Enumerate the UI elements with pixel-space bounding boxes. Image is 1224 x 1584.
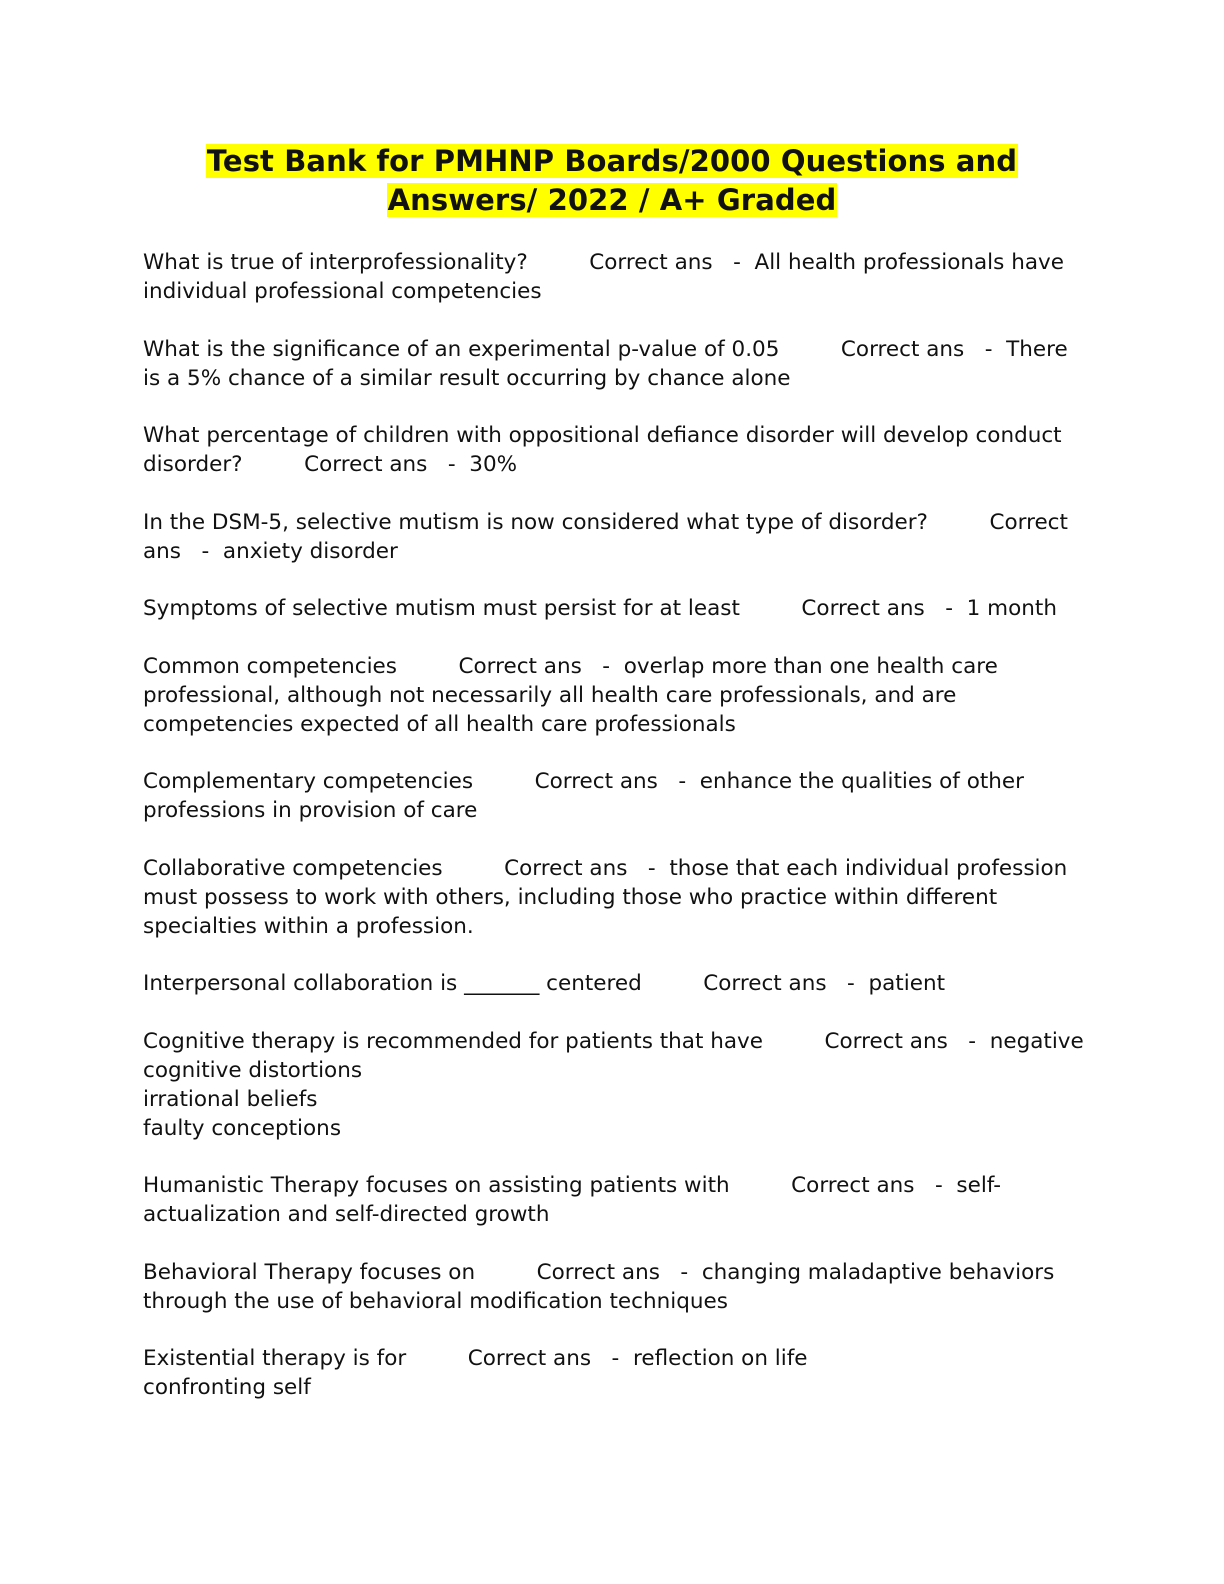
title-line-2-text: Answers/ 2022 / A+ Graded [387, 183, 837, 217]
qa-line: professions in provision of care [143, 798, 478, 823]
title-line-2 [0, 181, 1224, 220]
qa-item [143, 508, 1083, 566]
page-title [0, 142, 1224, 220]
title-line-1-text: Test Bank for PMHNP Boards/2000 Questions and [206, 144, 1018, 178]
qa-item [143, 1344, 1083, 1402]
qa-line: cognitive distortions [143, 1057, 363, 1083]
qa-line: must possess to work with others, including those who practice within different [143, 884, 998, 910]
qa-item [143, 1171, 1083, 1229]
qa-item [143, 652, 1083, 739]
qa-line: What percentage of children with oppositional defiance disorder will develop conduct [143, 423, 1062, 448]
qa-line: disorder? Correct ans - 30% [143, 452, 518, 477]
qa-line: Behavioral Therapy focuses on Correct ans - changing maladaptive behaviors [143, 1259, 1055, 1285]
qa-item [143, 421, 1083, 479]
qa-item [143, 1258, 1083, 1316]
qa-line: individual professional competencies [143, 279, 542, 304]
qa-list [143, 248, 1083, 1431]
qa-item [143, 767, 1083, 825]
qa-line: irrational beliefs [143, 1086, 318, 1112]
qa-line: competencies expected of all health care professionals [143, 711, 736, 737]
qa-line: Cognitive therapy is recommended for patients that have Correct ans - negative [143, 1028, 1084, 1054]
qa-item [143, 335, 1083, 393]
title-line-1 [0, 142, 1224, 181]
qa-item [143, 248, 1083, 306]
qa-line: Interpersonal collaboration is _______ centered Correct ans - patient [143, 971, 945, 996]
qa-line: is a 5% chance of a similar result occurring by chance alone [143, 365, 791, 391]
qa-line: Complementary competencies Correct ans - enhance the qualities of other [143, 769, 1024, 794]
qa-line: Collaborative competencies Correct ans - those that each individual profession [143, 855, 1068, 881]
qa-line: What is true of interprofessionality? Correct ans - All health professionals have [143, 250, 1064, 275]
qa-line: actualization and self-directed growth [143, 1202, 550, 1227]
qa-item [143, 969, 1083, 998]
qa-line: Symptoms of selective mutism must persist for at least Correct ans - 1 month [143, 596, 1057, 621]
qa-line: specialties within a profession. [143, 913, 474, 939]
qa-line: What is the significance of an experimental p-value of 0.05 Correct ans - There [143, 336, 1068, 362]
qa-line: In the DSM-5, selective mutism is now considered what type of disorder? Correct [143, 509, 1068, 535]
qa-line: confronting self [143, 1375, 311, 1400]
qa-line: Common competencies Correct ans - overlap more than one health care [143, 653, 998, 679]
qa-item [143, 1027, 1083, 1143]
qa-item [143, 594, 1083, 623]
qa-line: professional, although not necessarily all health care professionals, and are [143, 682, 957, 708]
qa-line: Humanistic Therapy focuses on assisting patients with Correct ans - self- [143, 1173, 1001, 1198]
qa-line: faulty conceptions [143, 1115, 342, 1141]
qa-item [143, 854, 1083, 941]
qa-line: Existential therapy is for Correct ans - reflection on life [143, 1346, 808, 1371]
qa-line: ans - anxiety disorder [143, 538, 398, 564]
qa-line: through the use of behavioral modification techniques [143, 1288, 728, 1314]
